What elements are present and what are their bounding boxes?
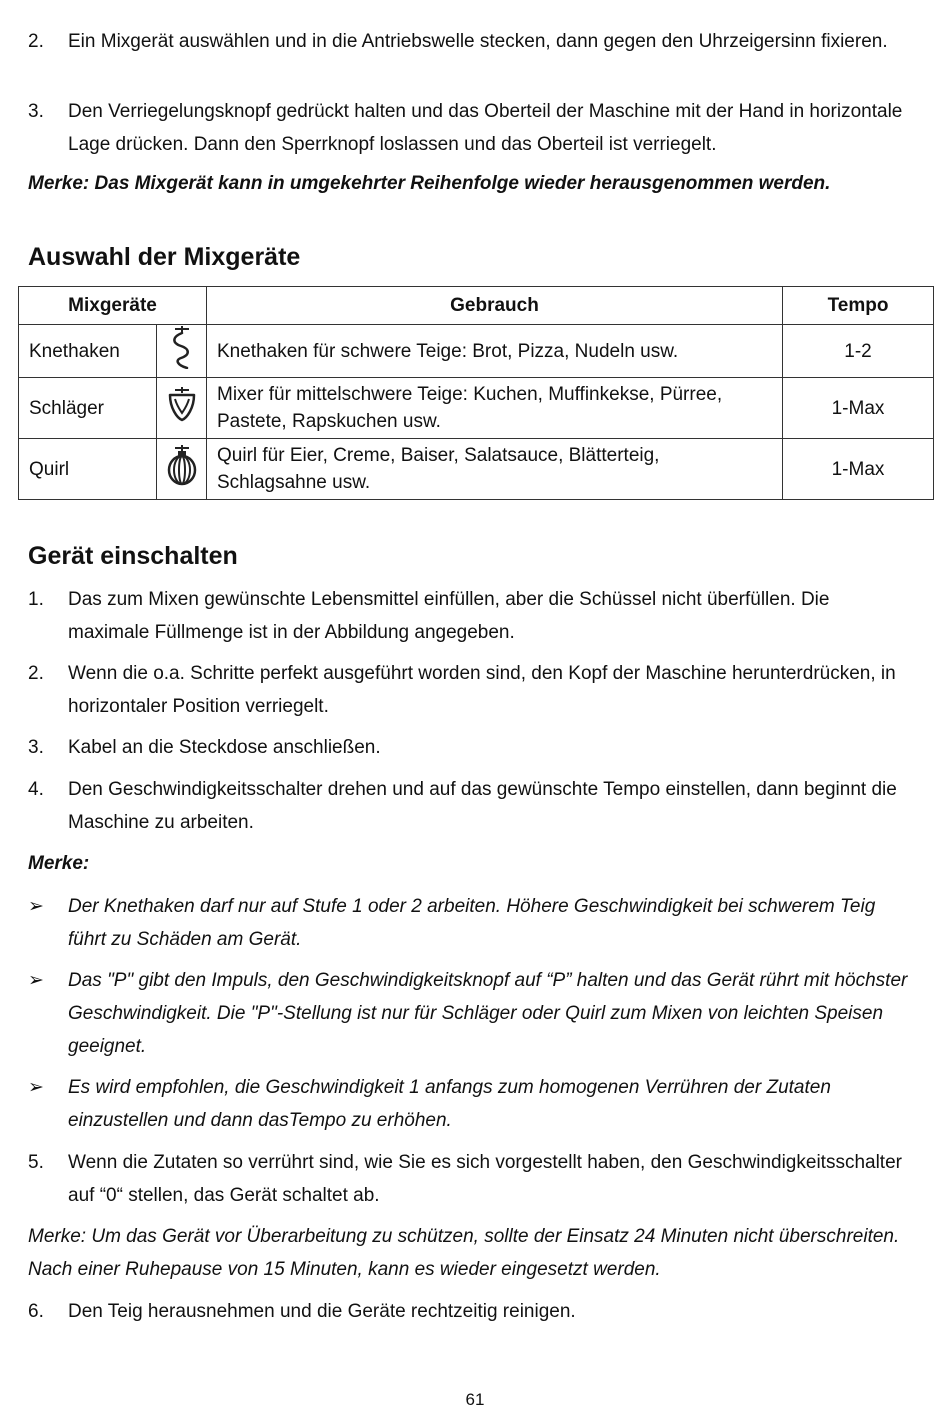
arrow-bullet-icon: ➢ bbox=[28, 970, 44, 991]
step-item bbox=[28, 657, 908, 723]
step-number: 4. bbox=[28, 779, 44, 800]
step-text: Wenn die Zutaten so verrührt sind, wie Sie es sich vorgestellt haben, den Geschwindigkeitsschalter auf “0“ stellen, das Gerät schaltet ab. bbox=[68, 1152, 902, 1206]
arrow-bullet-icon: ➢ bbox=[28, 1077, 44, 1098]
section-title-mixers: Auswahl der Mixgeräte bbox=[28, 243, 301, 271]
tool-name: Schläger bbox=[19, 378, 157, 439]
tool-use: Quirl für Eier, Creme, Baiser, Salatsauce, Blätterteig, Schlagsahne usw. bbox=[207, 439, 783, 500]
step-item bbox=[28, 95, 908, 161]
step-text: Den Teig herausnehmen und die Geräte rechtzeitig reinigen. bbox=[68, 1301, 576, 1322]
table-row bbox=[19, 439, 934, 500]
step-text: Den Geschwindigkeitsschalter drehen und auf das gewünschte Tempo einstellen, dann beginnt die Maschine zu arbeiten. bbox=[68, 779, 897, 833]
section-title-switch-on: Gerät einschalten bbox=[28, 542, 238, 570]
step-number: 2. bbox=[28, 31, 44, 52]
step-text: Kabel an die Steckdose anschließen. bbox=[68, 737, 381, 758]
tool-use: Knethaken für schwere Teige: Brot, Pizza, Nudeln usw. bbox=[207, 325, 783, 378]
tool-name: Quirl bbox=[19, 439, 157, 500]
bullet-item bbox=[28, 890, 908, 956]
header-tempo: Tempo bbox=[783, 287, 934, 325]
flat-beater-icon bbox=[167, 386, 197, 422]
tool-tempo: 1-Max bbox=[783, 439, 934, 500]
step-item bbox=[28, 1295, 908, 1328]
step-item bbox=[28, 25, 908, 58]
mixer-table bbox=[18, 286, 934, 500]
step-number: 5. bbox=[28, 1152, 44, 1173]
table-row bbox=[19, 378, 934, 439]
table-header-row bbox=[19, 287, 934, 325]
bullet-item bbox=[28, 964, 908, 1063]
page-number: 61 bbox=[465, 1390, 485, 1409]
tool-use: Mixer für mittelschwere Teige: Kuchen, Muffinkekse, Pürree, Pastete, Rapskuchen usw. bbox=[207, 378, 783, 439]
step-item bbox=[28, 1146, 908, 1212]
bullet-text: Das "P" gibt den Impuls, den Geschwindigkeitsknopf auf “P” halten und das Gerät rührt mit höchster Geschwindigkeit. Die "P"-Stellung ist nur für Schläger oder Quirl zum Mixen von leichten Speisen geeignet. bbox=[68, 970, 908, 1057]
bullet-text: Es wird empfohlen, die Geschwindigkeit 1 anfangs zum homogenen Verrühren der Zutaten einzustellen und dann dasTempo zu erhöhen. bbox=[68, 1077, 831, 1131]
step-text: Wenn die o.a. Schritte perfekt ausgeführt worden sind, den Kopf der Maschine herunterdrücken, in horizontaler Position verriegelt. bbox=[68, 663, 896, 717]
tool-tempo: 1-Max bbox=[783, 378, 934, 439]
arrow-bullet-icon: ➢ bbox=[28, 896, 44, 917]
bullet-item bbox=[28, 1071, 908, 1137]
tool-icon-cell bbox=[157, 325, 207, 378]
dough-hook-icon bbox=[169, 325, 195, 369]
step-item bbox=[28, 773, 908, 839]
step-number: 6. bbox=[28, 1301, 44, 1322]
table-row bbox=[19, 325, 934, 378]
removal-note: Merke: Das Mixgerät kann in umgekehrter Reihenfolge wieder herausgenommen werden. bbox=[28, 173, 831, 194]
merke-label: Merke: bbox=[28, 853, 90, 874]
header-use: Gebrauch bbox=[207, 287, 783, 325]
step-item bbox=[28, 731, 908, 764]
step-text: Ein Mixgerät auswählen und in die Antriebswelle stecken, dann gegen den Uhrzeigersinn fixieren. bbox=[68, 31, 888, 52]
tool-tempo: 1-2 bbox=[783, 325, 934, 378]
header-tool: Mixgeräte bbox=[19, 287, 207, 325]
step-text: Den Verriegelungsknopf gedrückt halten und das Oberteil der Maschine mit der Hand in horizontale Lage drücken. Dann den Sperrknopf loslassen und das Oberteil ist verriegelt. bbox=[68, 101, 903, 155]
step-number: 3. bbox=[28, 737, 44, 758]
step-number: 3. bbox=[28, 101, 44, 122]
step-number: 2. bbox=[28, 663, 44, 684]
step-item bbox=[28, 583, 908, 649]
overuse-note: Merke: Um das Gerät vor Überarbeitung zu schützen, sollte der Einsatz 24 Minuten nicht überschreiten. Nach einer Ruhepause von 15 Minuten, kann es wieder eingesetzt werden. bbox=[28, 1226, 900, 1280]
step-text: Das zum Mixen gewünschte Lebensmittel einfüllen, aber die Schüssel nicht überfüllen. Die maximale Füllmenge ist in der Abbildung angegeben. bbox=[68, 589, 830, 643]
tool-icon-cell bbox=[157, 378, 207, 439]
bullet-text: Der Knethaken darf nur auf Stufe 1 oder 2 arbeiten. Höhere Geschwindigkeit bei schwerem Teig führt zu Schäden am Gerät. bbox=[68, 896, 876, 950]
whisk-icon bbox=[166, 444, 198, 486]
tool-icon-cell bbox=[157, 439, 207, 500]
step-number: 1. bbox=[28, 589, 44, 610]
tool-name: Knethaken bbox=[19, 325, 157, 378]
